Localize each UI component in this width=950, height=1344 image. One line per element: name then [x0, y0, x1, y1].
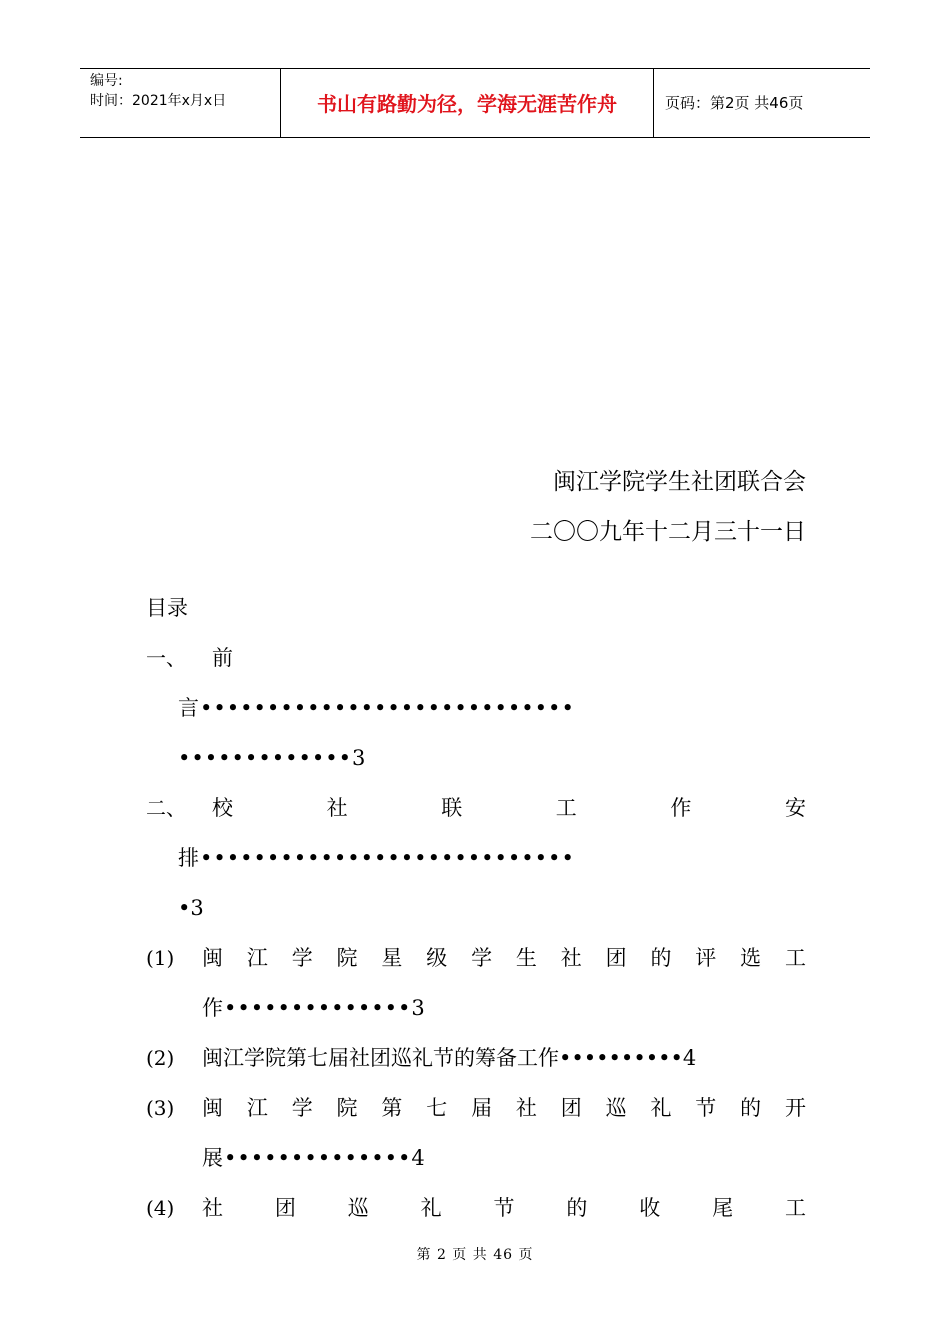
toc-char: 闽: [202, 1096, 223, 1120]
toc-item-number: 一、: [146, 646, 186, 670]
toc-char: 团: [560, 1096, 582, 1120]
toc-char: 院: [336, 1096, 358, 1120]
header-meta-cell: [80, 69, 281, 137]
toc-item-heading: 前: [212, 646, 233, 670]
toc-item-leader: 作••••••••••••••3: [202, 996, 426, 1020]
toc-char: 星: [381, 946, 403, 970]
toc-char: 闽: [202, 946, 223, 970]
toc-char: 社: [326, 796, 348, 820]
toc-char: 团: [605, 946, 627, 970]
toc-char: 礼: [650, 1096, 672, 1120]
toc-char: 的: [650, 946, 672, 970]
toc-char: 的: [566, 1196, 588, 1220]
page-info: 页码：第2页 共46页: [665, 94, 804, 112]
toc-item-leader: 排••••••••••••••••••••••••••••: [178, 846, 575, 870]
toc-item-heading: [202, 1094, 806, 1122]
toc-char: 工: [785, 1196, 806, 1220]
toc-title: 目录: [146, 596, 188, 620]
toc-char: 节: [695, 1096, 717, 1120]
serial-label: 编号:: [90, 73, 123, 89]
toc-char: 学: [291, 1096, 313, 1120]
toc-item-leader: 言••••••••••••••••••••••••••••: [178, 696, 575, 720]
header-motto-cell: [281, 69, 654, 137]
toc-item-leader-page: •3: [178, 896, 204, 920]
toc-char: 团: [274, 1196, 296, 1220]
toc-char: 工: [555, 796, 577, 820]
toc-item-leader-page: •••••••••••••3: [178, 746, 367, 770]
toc-char: 作: [670, 796, 692, 820]
issue-date: 二〇〇九年十二月三十一日: [530, 519, 806, 545]
toc-char: 收: [639, 1196, 661, 1220]
toc-char: 级: [426, 946, 448, 970]
toc-char: 届: [471, 1096, 493, 1120]
toc-item-number: (2): [146, 1046, 175, 1070]
toc-char: 尾: [712, 1196, 734, 1220]
toc-char: 七: [426, 1096, 448, 1120]
toc-char: 社: [560, 946, 582, 970]
organization-name: 闽江学院学生社团联合会: [553, 469, 806, 495]
toc-char: 社: [202, 1196, 223, 1220]
time-label: 时间：2021年x月x日: [90, 93, 227, 109]
toc-char: 安: [784, 796, 806, 820]
toc-char: 校: [212, 796, 233, 820]
toc-item-number: (1): [146, 946, 175, 970]
toc-item-heading: 闽江学院第七届社团巡礼节的筹备工作••••••••••4: [202, 1046, 697, 1070]
toc-char: 学: [291, 946, 313, 970]
toc-item-number: (3): [146, 1096, 175, 1120]
toc-char: 选: [740, 946, 762, 970]
toc-char: 节: [493, 1196, 515, 1220]
toc-char: 社: [515, 1096, 537, 1120]
toc-char: 礼: [420, 1196, 442, 1220]
toc-char: 巡: [605, 1096, 627, 1120]
toc-item-number: (4): [146, 1196, 175, 1220]
toc-char: 江: [246, 946, 268, 970]
toc-char: 江: [246, 1096, 268, 1120]
toc-char: 第: [381, 1096, 403, 1120]
toc-item-number: 二、: [146, 796, 186, 820]
toc-char: 巡: [347, 1196, 369, 1220]
toc-char: 联: [441, 796, 463, 820]
toc-char: 院: [336, 946, 358, 970]
toc-char: 的: [740, 1096, 762, 1120]
toc-char: 学: [471, 946, 493, 970]
toc-char: 评: [695, 946, 717, 970]
toc-item-heading: [202, 944, 806, 972]
toc-item-heading: [202, 1194, 806, 1222]
document-header: [80, 68, 870, 138]
motto-text: 书山有路勤为径，学海无涯苦作舟: [317, 92, 617, 116]
toc-item-heading: [212, 794, 806, 822]
toc-item-leader: 展••••••••••••••4: [202, 1146, 426, 1170]
toc-char: 生: [515, 946, 537, 970]
toc-char: 工: [784, 946, 806, 970]
page-footer: 第 2 页 共 46 页: [416, 1247, 534, 1263]
toc-char: 开: [784, 1096, 806, 1120]
